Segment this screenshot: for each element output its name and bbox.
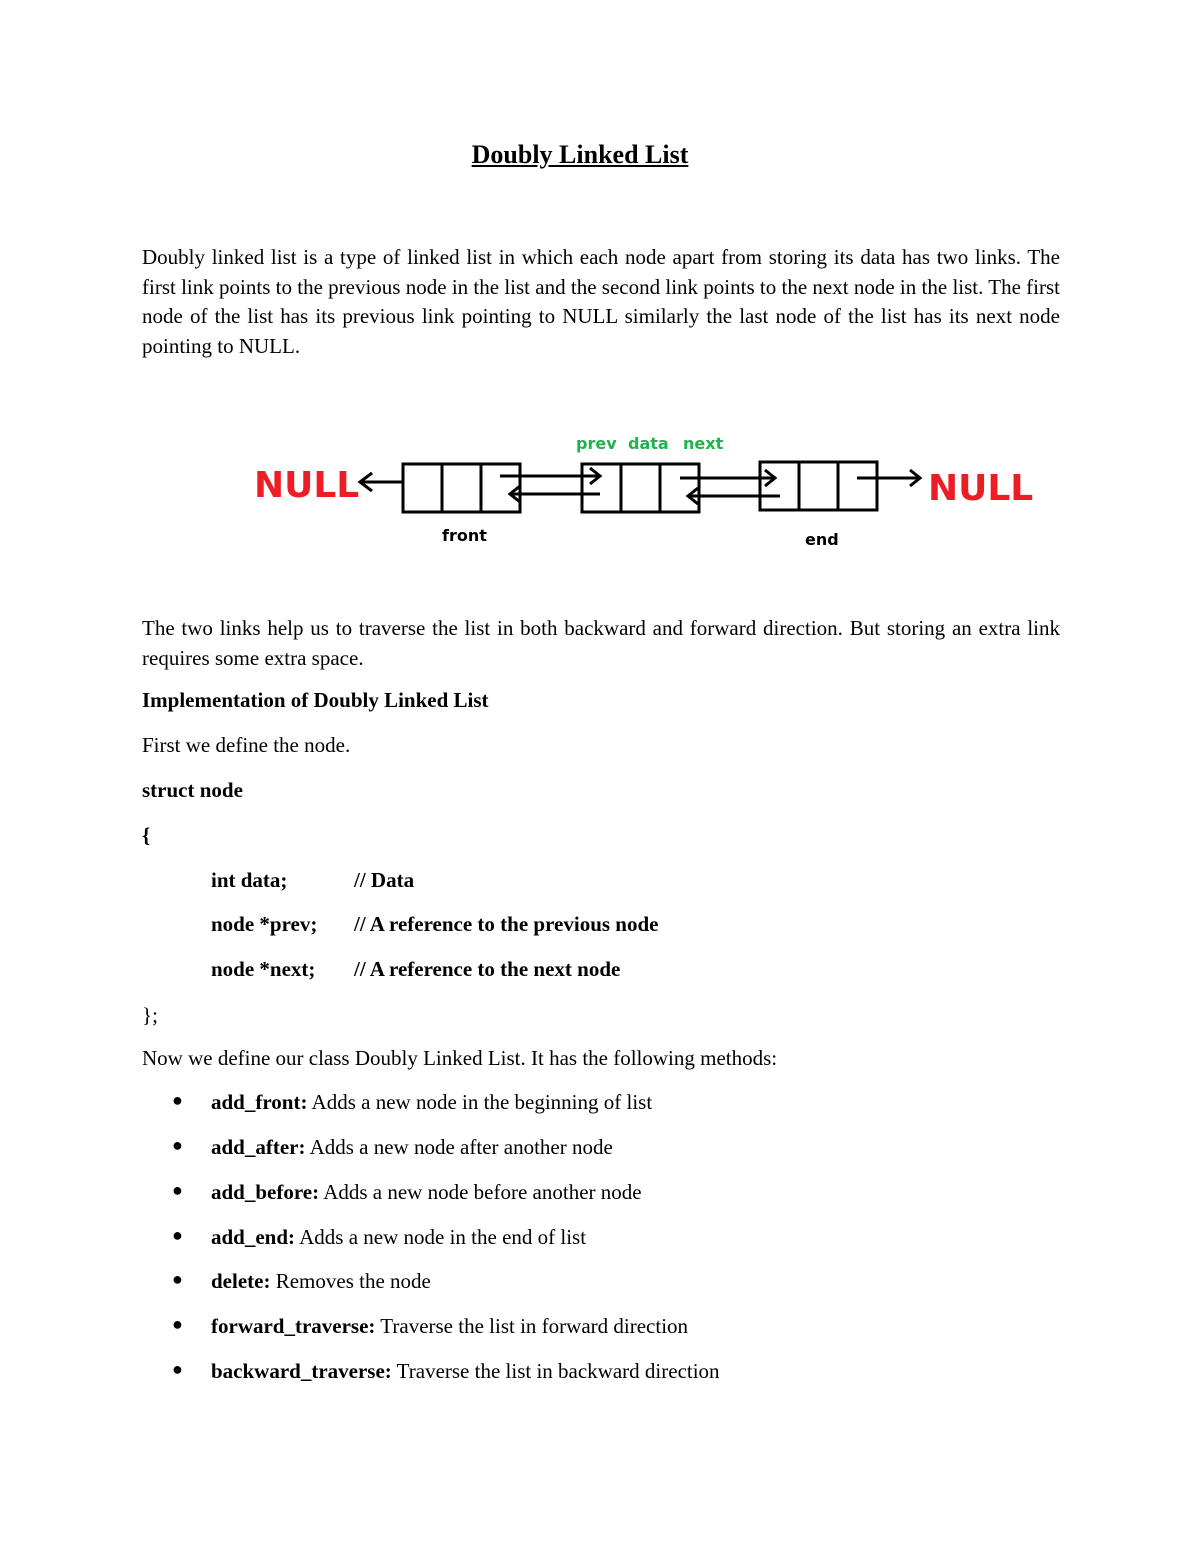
prev-link-arrow-2	[688, 488, 780, 504]
struct-open-brace: {	[142, 823, 151, 847]
page-title: Doubly Linked List	[471, 140, 689, 169]
front-label: front	[442, 526, 487, 545]
method-name: delete:	[211, 1269, 271, 1293]
bullet-icon: ●	[172, 1314, 183, 1334]
field-next-decl: node *next;	[211, 957, 316, 981]
bullet-icon: ●	[172, 1269, 183, 1289]
doubly-linked-list-diagram	[240, 420, 1040, 570]
method-desc: Adds a new node after another node	[305, 1135, 613, 1159]
method-desc: Traverse the list in backward direction	[391, 1359, 720, 1383]
struct-declaration: struct node	[142, 778, 243, 802]
node-end	[760, 462, 877, 510]
traverse-paragraph: The two links help us to traverse the list in both backward and forward direction. But storing an extra link requires some extra space.	[142, 616, 1060, 670]
method-name: add_after:	[211, 1135, 306, 1159]
method-name: add_before:	[211, 1180, 320, 1204]
null-left-label: NULL	[254, 465, 360, 506]
method-desc: Traverse the list in forward direction	[375, 1314, 689, 1338]
prev-link-arrow-1	[510, 486, 600, 502]
method-desc: Removes the node	[270, 1269, 431, 1293]
next-link-arrow-1	[500, 468, 600, 484]
null-right-label: NULL	[928, 468, 1034, 509]
node-middle	[582, 464, 699, 512]
struct-close-brace: };	[142, 1003, 158, 1027]
data-field-label: data	[628, 434, 669, 453]
field-prev-decl: node *prev;	[211, 912, 318, 936]
bullet-icon: ●	[172, 1359, 183, 1379]
method-desc: Adds a new node before another node	[319, 1180, 642, 1204]
bullet-icon: ●	[172, 1225, 183, 1245]
method-name: backward_traverse:	[211, 1359, 392, 1383]
field-next-comment: // A reference to the next node	[354, 957, 621, 981]
method-name: add_end:	[211, 1225, 296, 1249]
intro-paragraph: Doubly linked list is a type of linked list in which each node apart from storing its data has two links. The first link points to the previous node in the list and the second link points to the next node in the list. The first node of the list has its previous link pointing to NULL similarly the last node of the list has its next node pointing to NULL.	[142, 245, 1060, 358]
next-field-label: next	[683, 434, 724, 453]
method-desc: Adds a new node in the beginning of list	[307, 1090, 653, 1114]
node-front	[403, 464, 520, 512]
class-intro-text: Now we define our class Doubly Linked List. It has the following methods:	[142, 1046, 778, 1070]
prev-field-label: prev	[576, 434, 617, 453]
method-desc: Adds a new node in the end of list	[295, 1225, 587, 1249]
bullet-icon: ●	[172, 1135, 183, 1155]
bullet-icon: ●	[172, 1180, 183, 1200]
field-data-decl: int data;	[211, 868, 288, 892]
method-name: add_front:	[211, 1090, 308, 1114]
prev-null-arrow	[360, 473, 402, 491]
define-node-text: First we define the node.	[142, 733, 351, 757]
implementation-heading: Implementation of Doubly Linked List	[142, 688, 489, 712]
bullet-icon: ●	[172, 1090, 183, 1110]
field-data-comment: // Data	[354, 868, 415, 892]
end-label: end	[805, 530, 839, 549]
next-null-arrow	[857, 470, 920, 486]
method-name: forward_traverse:	[211, 1314, 376, 1338]
field-prev-comment: // A reference to the previous node	[354, 912, 659, 936]
